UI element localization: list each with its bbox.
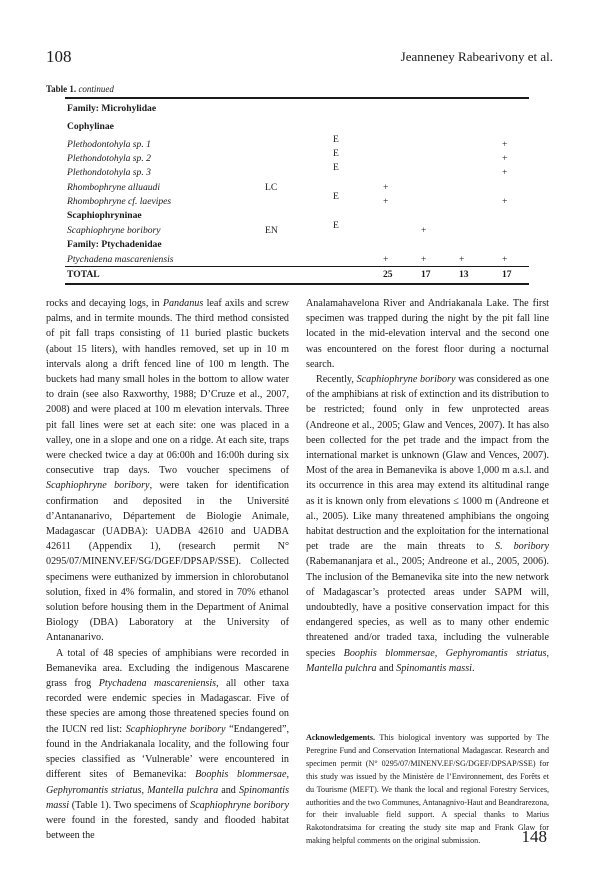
total-c1: 25 [383,269,393,280]
table-row [65,191,529,208]
cell-endemic: E [333,191,339,202]
ack-title: Acknowledgements. [306,733,376,742]
right-column [306,296,549,676]
left-paragraph-2: A total of 48 species of amphibians were recorded in Bemanevika area. Excluding the indigenous Mascarene grass frog Ptychadena mascareniensis, all other taxa recorded were endemic species in Madagascar. Five of these species are among those threatened species found on the IUCN red list: Scaphiophryne boribory “Endangered”, found in the Andriakanala locality, and the following four species classified as ‘Vulnerable’ were encountered in different sites of Bemanevika: Boophis blommersae, Gephyromantis striatus, Mantella pulchra and Spinomantis massi (Table 1). Two specimens of Scaphiophryne boribory were found in the forested, sandy and flooded habitat between the [46,647,290,842]
cell-iucn: LC [265,182,278,193]
cell-c4: + [502,254,508,265]
cell-c4: + [502,167,508,178]
table-total-row [65,268,529,281]
left-column [46,296,289,843]
table-row [65,238,529,251]
footer-page-number: 148 [521,827,547,846]
table-row [65,102,529,115]
cell-c4: + [502,153,508,164]
cell-endemic: E [333,148,339,159]
right-paragraph-1: Analamahavelona River and Andriakanala Lake. The first specimen was trapped during the night by the pit fall line located in the mid-elevation interval and the second one was encountered on the forest floor during a nocturnal search. [306,298,549,370]
table-row [65,134,529,151]
table-label: Table 1. [46,84,77,94]
family-name: Family: Ptychadenidae [67,239,162,250]
cell-endemic: E [333,134,339,145]
subfamily-name: Scaphiophryninae [67,210,142,221]
table-row [65,220,529,237]
table-row [65,209,529,222]
total-c2: 17 [421,269,431,280]
cell-c1: + [383,196,389,207]
table-caption-note: continued [78,84,114,94]
left-paragraph-1: rocks and decaying logs, in Pandanus leaf axils and screw palms, and in termite mounds. The third method consisted of pit fall traps consisting of 11 buried plastic buckets (about 15 liters), with handles removed, set up in 10 m intervals along a drift fenced line of 100 m length. The buckets had many small holes in the bottom to allow water to drain (see also Raxworthy, 1988; D’Cruze et al., 2007, 2008) and were placed at 100 m elevation intervals. Three pit fall lines were set at each site: one was placed in a valley, one in a slope and one on a ridge. At each site, traps were checked twice a day at 06:00h and 16:00h during six consecutive trap days. Two voucher specimens of Scaphiophryne boribory, were taken for identification confirmation and deposited in the Université d’Antananarivo, Département de Biologie Animale, Madagascar (UADBA): UADBA 42610 and UADBA 42611 (Appendix 1), (research permit N° 0295/07/MINENV.EF/SG/DGEF/DPSAP/SSE). Collected specimens were euthanized by immersion in chlorobutanol solution, fixed in 4% formalin, and stored in 70% ethanol solution before housing them in the Department of Animal Biology (DBA) Laboratory at the University of Antananarivo. [46,298,289,644]
species-name: Plethodontohyla sp. 1 [67,139,151,150]
table-top-rule [65,97,529,99]
total-c3: 13 [459,269,469,280]
table-bottom-rule [65,283,529,285]
cell-c4: + [502,196,508,207]
page-number: 108 [46,47,72,66]
cell-c1: + [383,254,389,265]
cell-c2: + [421,254,427,265]
species-name: Scaphiophryne boribory [67,225,161,236]
species-name: Ptychadena mascareniensis [67,254,174,265]
table-row [65,181,529,194]
species-name: Plethondotohyla sp. 2 [67,153,151,164]
cell-iucn: EN [265,225,278,236]
table-total-rule [65,266,529,267]
cell-endemic: E [333,220,339,231]
table-row [65,120,529,133]
species-name: Rhombophryne alluaudi [67,182,160,193]
right-paragraph-2: Recently, Scaphiophryne boribory was considered as one of the amphibians at risk of extinction and its distribution to be restricted; found only in few unprotected areas (Andreone et al., 2005; Glaw and Vences, 2007). It has also been collected for the pet trade and the impact from the international market is unknown (Glaw and Vences, 2007). Most of the area in Bemanevika is above 1,000 m a.s.l. and its occurrence in this area may extend its altitudinal range as it is known only from elevations ≤ 1000 m (Andreone et al., 2005). Like many threatened amphibians the ongoing habitat destruction and the exploitation for the international pet trade are the main threats to S. boribory (Rabemananjara et al., 2005; Andreone et al., 2005, 2006). The inclusion of the Bemanevika site into the new network of Madagascar’s protected areas under SAPM will, undoubtedly, have a positive conservation impact for this endangered species, as well as to many other endemic threatened and/or traded taxa, including the vulnerable species Boophis blommersae, Gephyromantis striatus, Mantella pulchra and Spinomantis massi. [306,374,550,674]
cell-c3: + [459,254,465,265]
table-row [65,162,529,179]
subfamily-name: Cophylinae [67,121,114,132]
acknowledgements [306,732,549,848]
table-row [65,253,529,266]
ack-text: This biological inventory was supported by The Peregrine Fund and Conservation International Madagascar. Research and specimen permit (N° 0295/07/MINENV.EF/SG/DGEF/DPSAP/SSE) for this study was issued by the Ministère de l’Environnement, des Forêts et du Tourisme (MEFT). We thank the local and regional Forestry Services, authorities and the two Communes, Antanagnivo-Haut and Beandrarezona, for their invaluable field support. A special thanks to Marius Rakotondratsima for creating the study site map and Frank Glaw for making helpful comments on the original submission. [306,733,549,846]
cell-c1: + [383,182,389,193]
total-label: TOTAL [67,269,100,280]
species-name: Rhombophryne cf. laevipes [67,196,172,207]
cell-c2: + [421,225,427,236]
table-row [65,148,529,165]
running-head: Jeanneney Rabearivony et al. [400,49,553,64]
table-caption [46,84,114,94]
cell-endemic: E [333,162,339,173]
cell-c4: + [502,139,508,150]
total-c4: 17 [502,269,512,280]
family-name: Family: Microhylidae [67,103,157,114]
species-name: Plethondotohyla sp. 3 [67,167,151,178]
